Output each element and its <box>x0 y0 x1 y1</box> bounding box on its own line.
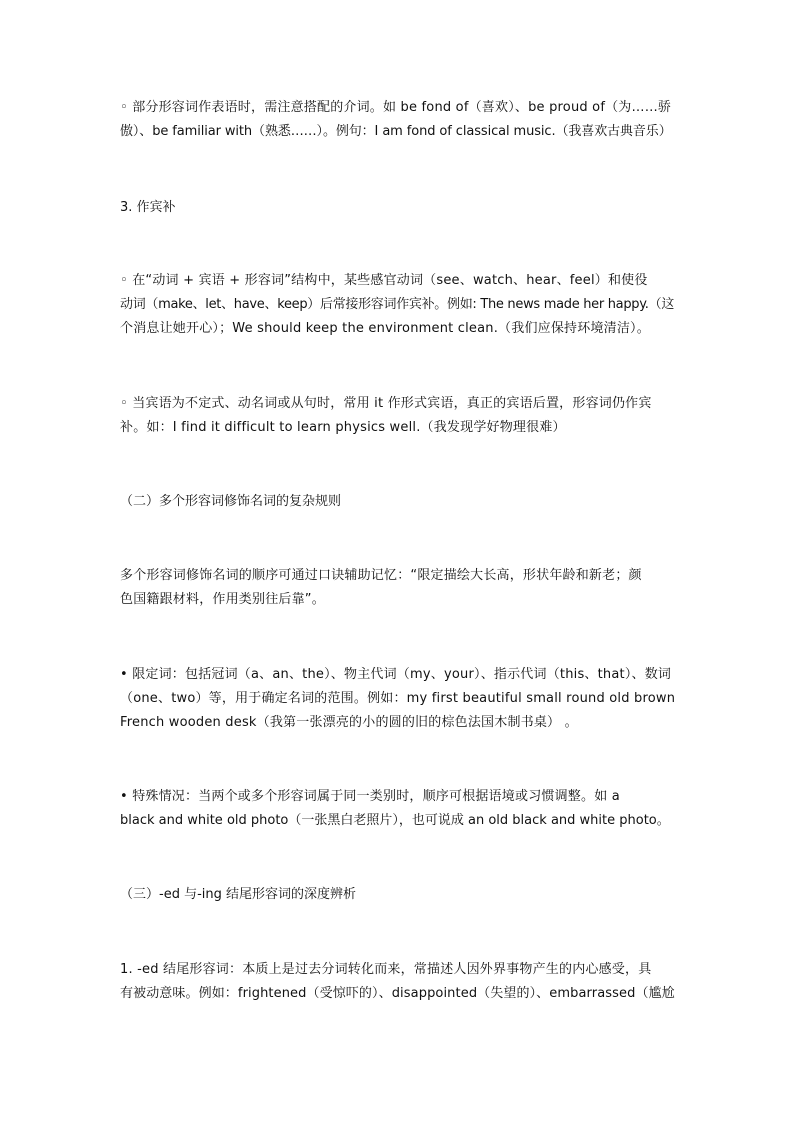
text-line: ◦ 当宾语为不定式、动名词或从句时，常用 it 作形式宾语，真正的宾语后置，形容词仍作宾 <box>120 396 652 411</box>
paragraph-special-cases <box>120 785 675 833</box>
section-heading-ed-ing: （三）-ed 与-ing 结尾形容词的深度辨析 <box>120 887 356 902</box>
paragraph-ed-adjectives <box>120 958 675 1006</box>
text-line: ◦ 在“动词 + 宾语 + 形容词”结构中，某些感官动词（see、watch、hear、feel）和使役 <box>120 273 648 288</box>
text-line: • 特殊情况：当两个或多个形容词属于同一类别时，顺序可根据语境或习惯调整。如 a <box>120 789 620 804</box>
text-line: 动词（make、let、have、keep）后常接形容词作宾补。例如: The news made her happy.（这 <box>120 297 675 312</box>
text-line: 补。如：I find it difficult to learn physics well.（我发现学好物理很难） <box>120 420 566 435</box>
text-line: 多个形容词修饰名词的顺序可通过口诀辅助记忆：“限定描绘大长高，形状年龄和新老；颜 <box>120 568 642 583</box>
text-line: French wooden desk（我第一张漂亮的小的圆的旧的棕色法国木制书桌） 。 <box>120 715 578 730</box>
section-heading-adjective-order: （二）多个形容词修饰名词的复杂规则 <box>120 494 342 509</box>
text-line: 个消息让她开心）；We should keep the environment clean.（我们应保持环境清洁）。 <box>120 321 650 336</box>
text-line: （one、two）等，用于确定名词的范围。例如：my first beautiful small round old brown <box>120 691 675 706</box>
text-line: • 限定词：包括冠词（a、an、the）、物主代词（my、your）、指示代词（this、that）、数词 <box>120 667 672 682</box>
paragraph-order-mnemonic <box>120 564 675 612</box>
text-line: black and white old photo（一张黑白老照片），也可说成 an old black and white photo。 <box>120 813 670 828</box>
text-line: ◦ 部分形容词作表语时，需注意搭配的介词。如 be fond of（喜欢）、be proud of（为……骄 <box>120 100 672 115</box>
paragraph-determiners <box>120 663 675 735</box>
paragraph-formal-object-it <box>120 392 675 440</box>
text-line: 1. -ed 结尾形容词：本质上是过去分词转化而来，常描述人因外界事物产生的内心感受，具 <box>120 962 652 977</box>
section-heading-object-complement: 3. 作宾补 <box>120 200 176 215</box>
text-line: 色国籍跟材料，作用类别往后靠”。 <box>120 592 325 607</box>
paragraph-predicative-prepositions <box>120 96 675 144</box>
paragraph-verb-object-adjective <box>120 269 675 341</box>
text-line: 傲）、be familiar with（熟悉……）。例句：I am fond of classical music.（我喜欢古典音乐） <box>120 124 672 139</box>
text-line: 有被动意味。例如：frightened（受惊吓的）、disappointed（失望的）、embarrassed（尴尬 <box>120 986 675 1001</box>
